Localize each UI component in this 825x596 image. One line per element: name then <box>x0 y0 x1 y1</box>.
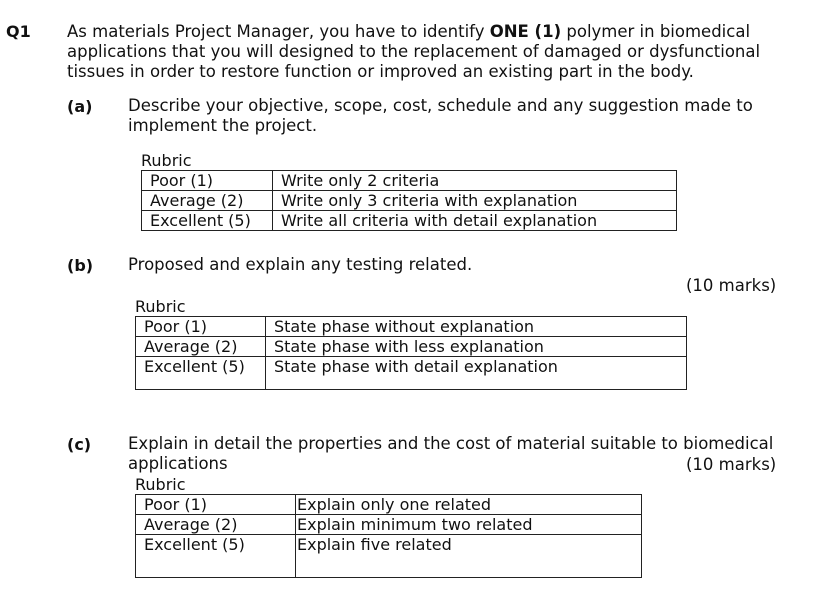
rubric-level: Average (2) <box>136 515 296 535</box>
intro-line-3: tissues in order to restore function or improved an existing part in the body. <box>67 62 694 81</box>
rubric-level: Excellent (5) <box>136 535 296 578</box>
part-a-line-1: Describe your objective, scope, cost, schedule and any suggestion made to <box>128 96 753 115</box>
rubric-desc: State phase with less explanation <box>266 337 687 357</box>
rubric-desc: State phase with detail explanation <box>266 357 687 390</box>
rubric-desc: Explain five related <box>296 535 642 578</box>
part-b-rubric-title: Rubric <box>135 297 186 316</box>
part-a-rubric-table <box>141 170 677 231</box>
table-row <box>142 211 677 231</box>
rubric-level: Excellent (5) <box>142 211 273 231</box>
part-c-rubric-table <box>135 494 642 578</box>
part-a-rubric-title: Rubric <box>141 151 192 170</box>
table-row <box>136 357 687 390</box>
rubric-desc: Write only 2 criteria <box>273 171 677 191</box>
part-c-label: (c) <box>67 435 92 454</box>
question-number: Q1 <box>6 22 31 41</box>
rubric-desc: Explain minimum two related <box>296 515 642 535</box>
intro-text-1: As materials Project Manager, you have to identify <box>67 22 490 41</box>
part-b-marks: (10 marks) <box>686 276 777 295</box>
rubric-level: Poor (1) <box>142 171 273 191</box>
rubric-level: Average (2) <box>136 337 266 357</box>
table-row <box>136 495 642 515</box>
intro-line-2: applications that you will designed to the replacement of damaged or dysfunctional <box>67 42 761 61</box>
part-b-line-1: Proposed and explain any testing related. <box>128 255 473 274</box>
rubric-level: Poor (1) <box>136 495 296 515</box>
table-row <box>142 171 677 191</box>
part-c-rubric-title: Rubric <box>135 475 186 494</box>
rubric-level: Poor (1) <box>136 317 266 337</box>
table-row <box>136 317 687 337</box>
table-row <box>136 535 642 578</box>
rubric-desc: Write only 3 criteria with explanation <box>273 191 677 211</box>
part-b-rubric-table <box>135 316 687 390</box>
intro-emphasis: ONE (1) <box>489 22 562 41</box>
part-b-label: (b) <box>67 256 94 275</box>
intro-text-2: polymer in biomedical <box>561 22 751 41</box>
part-c-line-1: Explain in detail the properties and the cost of material suitable to biomedical <box>128 434 774 453</box>
rubric-level: Excellent (5) <box>136 357 266 390</box>
table-row <box>142 191 677 211</box>
rubric-desc: Write all criteria with detail explanation <box>273 211 677 231</box>
table-row <box>136 337 687 357</box>
part-c-marks: (10 marks) <box>686 455 777 474</box>
part-c-line-2: applications <box>128 454 228 473</box>
rubric-level: Average (2) <box>142 191 273 211</box>
part-a-text <box>128 96 753 136</box>
part-a-label: (a) <box>67 97 93 116</box>
part-c-text <box>128 434 773 474</box>
question-intro <box>67 22 807 82</box>
part-a-line-2: implement the project. <box>128 116 318 135</box>
rubric-desc: State phase without explanation <box>266 317 687 337</box>
rubric-desc: Explain only one related <box>296 495 642 515</box>
table-row <box>136 515 642 535</box>
